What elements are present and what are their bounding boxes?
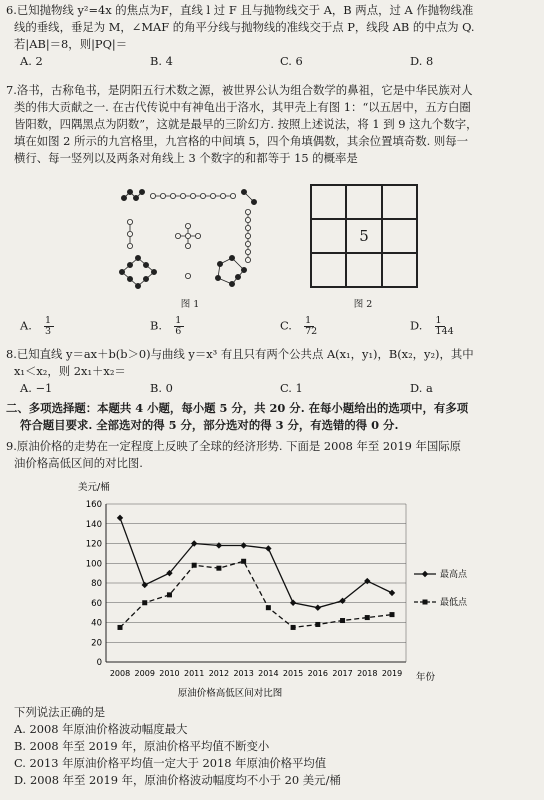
section-2-line1: 二、多项选择题：本题共 4 小题，每小题 5 分，共 20 分. 在每小题给出的选项中，有多项 xyxy=(6,401,469,415)
data-point xyxy=(315,622,320,627)
q8-options xyxy=(6,380,540,397)
grid-cell xyxy=(346,185,381,219)
legend-label: 最低点 xyxy=(440,598,468,608)
y-tick-label: 100 xyxy=(85,559,102,570)
data-point xyxy=(389,590,395,596)
section-2-header xyxy=(6,400,540,434)
x-tick-label: 2018 xyxy=(357,669,378,678)
nine-grid-figure-2 xyxy=(310,184,418,288)
y-tick-label: 160 xyxy=(85,500,102,510)
bottom-right-black-dots xyxy=(215,255,246,286)
grid-cell xyxy=(311,219,346,253)
data-point xyxy=(142,600,147,605)
q8-option-b[interactable]: B. 0 xyxy=(150,381,173,395)
series-line-1 xyxy=(120,518,392,608)
q7-option-a[interactable]: A. $\frac{1}{3}$ xyxy=(20,316,150,337)
data-point xyxy=(167,592,172,597)
q6-line3: 若|AB|＝8，则|PQ|＝ xyxy=(14,37,128,51)
chart-legend xyxy=(414,568,468,608)
legend-marker xyxy=(422,571,428,577)
data-point xyxy=(192,563,197,568)
q7-line4: 填在如图 2 所示的九宫格里，九宫格的中间填 5，四个角填偶数，其余位置填奇数. 则每一 xyxy=(14,134,469,148)
x-tick-label: 2016 xyxy=(307,669,328,678)
y-tick-label: 40 xyxy=(91,618,102,629)
data-point xyxy=(265,545,271,551)
data-point xyxy=(117,515,123,521)
data-point xyxy=(216,542,222,548)
q9-line1: 9.原油价格的走势在一定程度上反映了全球的经济形势. 下面是 2008 年至 2019 年国际原 xyxy=(6,439,462,453)
x-tick-labels xyxy=(110,669,402,678)
top-white-circles xyxy=(150,193,235,198)
bottom-left-black-dots xyxy=(119,255,156,288)
q6-option-a[interactable]: A. 2 xyxy=(20,54,43,68)
q8-option-c[interactable]: C. 1 xyxy=(280,381,303,395)
q9-options xyxy=(6,704,540,789)
y-tick-label: 120 xyxy=(85,539,102,550)
figure-1-label: 图 1 xyxy=(180,299,200,310)
x-tick-label: 2017 xyxy=(332,669,353,678)
x-tick-label: 2011 xyxy=(184,669,205,678)
top-right-black-dots xyxy=(241,189,256,204)
data-point xyxy=(241,559,246,564)
data-point xyxy=(390,612,395,617)
legend-marker xyxy=(423,600,428,605)
center-white-circles xyxy=(175,223,200,248)
q9-prompt: 下列说法正确的是 xyxy=(14,705,106,719)
chart-series xyxy=(117,515,395,630)
y-tick-label: 0 xyxy=(96,658,102,668)
data-point xyxy=(142,582,148,588)
q6-option-b[interactable]: B. 4 xyxy=(150,54,173,68)
x-tick-label: 2019 xyxy=(381,669,403,678)
q7-option-c[interactable]: C. $\frac{1}{72}$ xyxy=(280,315,318,337)
x-tick-label: 2014 xyxy=(258,669,279,678)
grid-cell xyxy=(311,185,346,219)
data-point xyxy=(118,625,123,630)
grid-cell-center: 5 xyxy=(346,219,381,253)
y-tick-label: 80 xyxy=(91,579,102,589)
data-point xyxy=(216,566,221,571)
q7-option-b[interactable]: B. $\frac{1}{6}$ xyxy=(150,316,280,337)
figure-2-label: 图 2 xyxy=(353,299,373,310)
bottom-white-circle xyxy=(185,273,190,278)
data-point xyxy=(315,604,321,610)
q9-option-b[interactable]: B. 2008 年至 2019 年，原油价格平均值不断变小 xyxy=(14,739,270,753)
data-point xyxy=(291,625,296,630)
q7-option-d[interactable]: D. $\frac{1}{144}$ xyxy=(410,315,454,337)
grid-cell xyxy=(382,253,417,287)
x-tick-label: 2008 xyxy=(109,669,131,678)
top-left-black-dots xyxy=(121,189,144,200)
q9-option-d[interactable]: D. 2008 年至 2019 年，原油价格波动幅度均不小于 20 美元/桶 xyxy=(14,773,341,787)
y-axis-label: 美元/桶 xyxy=(78,482,110,493)
x-tick-label: 2010 xyxy=(159,669,180,678)
q7-line2: 类的伟大贡献之一. 在古代传说中有神龟出于洛水，其甲壳上有图 1：“以五居中，五方白圈 xyxy=(14,100,471,114)
y-tick-label: 20 xyxy=(91,638,102,649)
data-point xyxy=(340,618,345,623)
grid-cell xyxy=(311,253,346,287)
y-tick-labels xyxy=(86,500,102,668)
q6-line1: 6.已知抛物线 y²=4x 的焦点为F，直线 l 过 F 且与抛物线交于 A，B 两点，过 A 作抛物线准 xyxy=(6,3,474,17)
y-tick-label: 60 xyxy=(91,598,102,609)
q7-line1: 7.洛书，古称龟书，是阴阳五行术数之源，被世界公认为组合数学的鼻祖，它是中华民族对人 xyxy=(6,83,473,97)
grid-cell xyxy=(382,185,417,219)
left-white-circles xyxy=(127,219,132,248)
question-6 xyxy=(6,2,540,70)
q6-option-c[interactable]: C. 6 xyxy=(280,54,303,68)
question-9 xyxy=(6,438,540,472)
q8-option-a[interactable]: A. −1 xyxy=(20,381,53,395)
q6-option-d[interactable]: D. 8 xyxy=(410,54,434,68)
q9-line2: 油价格高低区间的对比图. xyxy=(14,456,143,470)
section-2-line2: 符合题目要求. 全部选对的得 5 分，部分选对的得 3 分，有选错的得 0 分. xyxy=(20,418,399,432)
legend-label: 最高点 xyxy=(440,570,468,580)
right-white-circles xyxy=(245,209,250,262)
q8-option-d[interactable]: D. a xyxy=(410,381,433,395)
question-8 xyxy=(6,346,540,397)
chart-title: 原油价格高低区间对比图 xyxy=(177,688,283,699)
q6-line2: 线的垂线，垂足为 M，∠MAF 的角平分线与抛物线的准线交于点 P，线段 AB 的中点为 Q. xyxy=(14,20,475,34)
q7-line5: 横行、每一竖列以及两条对角线上 3 个数字的和都等于 15 的概率是 xyxy=(14,151,358,165)
x-tick-label: 2015 xyxy=(282,669,304,678)
y-tick-label: 140 xyxy=(85,519,102,530)
question-7 xyxy=(6,82,540,167)
data-point xyxy=(290,600,296,606)
chart-gridlines xyxy=(106,504,406,662)
q9-option-c[interactable]: C. 2013 年原油价格平均值一定大于 2018 年原油价格平均值 xyxy=(14,756,327,770)
data-point xyxy=(365,615,370,620)
x-tick-label: 2013 xyxy=(233,669,254,678)
data-point xyxy=(240,542,246,548)
x-axis-label: 年份 xyxy=(416,672,436,683)
q8-line2: x₁＜x₂，则 2x₁＋x₂＝ xyxy=(14,364,126,378)
q8-line1: 8.已知直线 y＝ax＋b(b＞0)与曲线 y＝x³ 有且只有两个公共点 A(x₁，y₁)，B(x₂，y₂)，其中 xyxy=(6,347,474,361)
q7-line3: 皆阳数，四隅黑点为阴数”，这就是最早的三阶幻方. 按照上述说法，将 1 到 9 这九个数字， xyxy=(14,117,478,131)
grid-cell xyxy=(346,253,381,287)
q6-options xyxy=(6,53,540,70)
luoshu-figure-1 xyxy=(108,180,278,296)
grid-cell xyxy=(382,219,417,253)
data-point xyxy=(266,605,271,610)
x-tick-label: 2009 xyxy=(134,669,155,678)
q7-options xyxy=(6,316,540,337)
crude-oil-price-chart xyxy=(60,474,480,704)
x-tick-label: 2012 xyxy=(208,669,230,678)
q9-option-a[interactable]: A. 2008 年原油价格波动幅度最大 xyxy=(14,722,188,736)
